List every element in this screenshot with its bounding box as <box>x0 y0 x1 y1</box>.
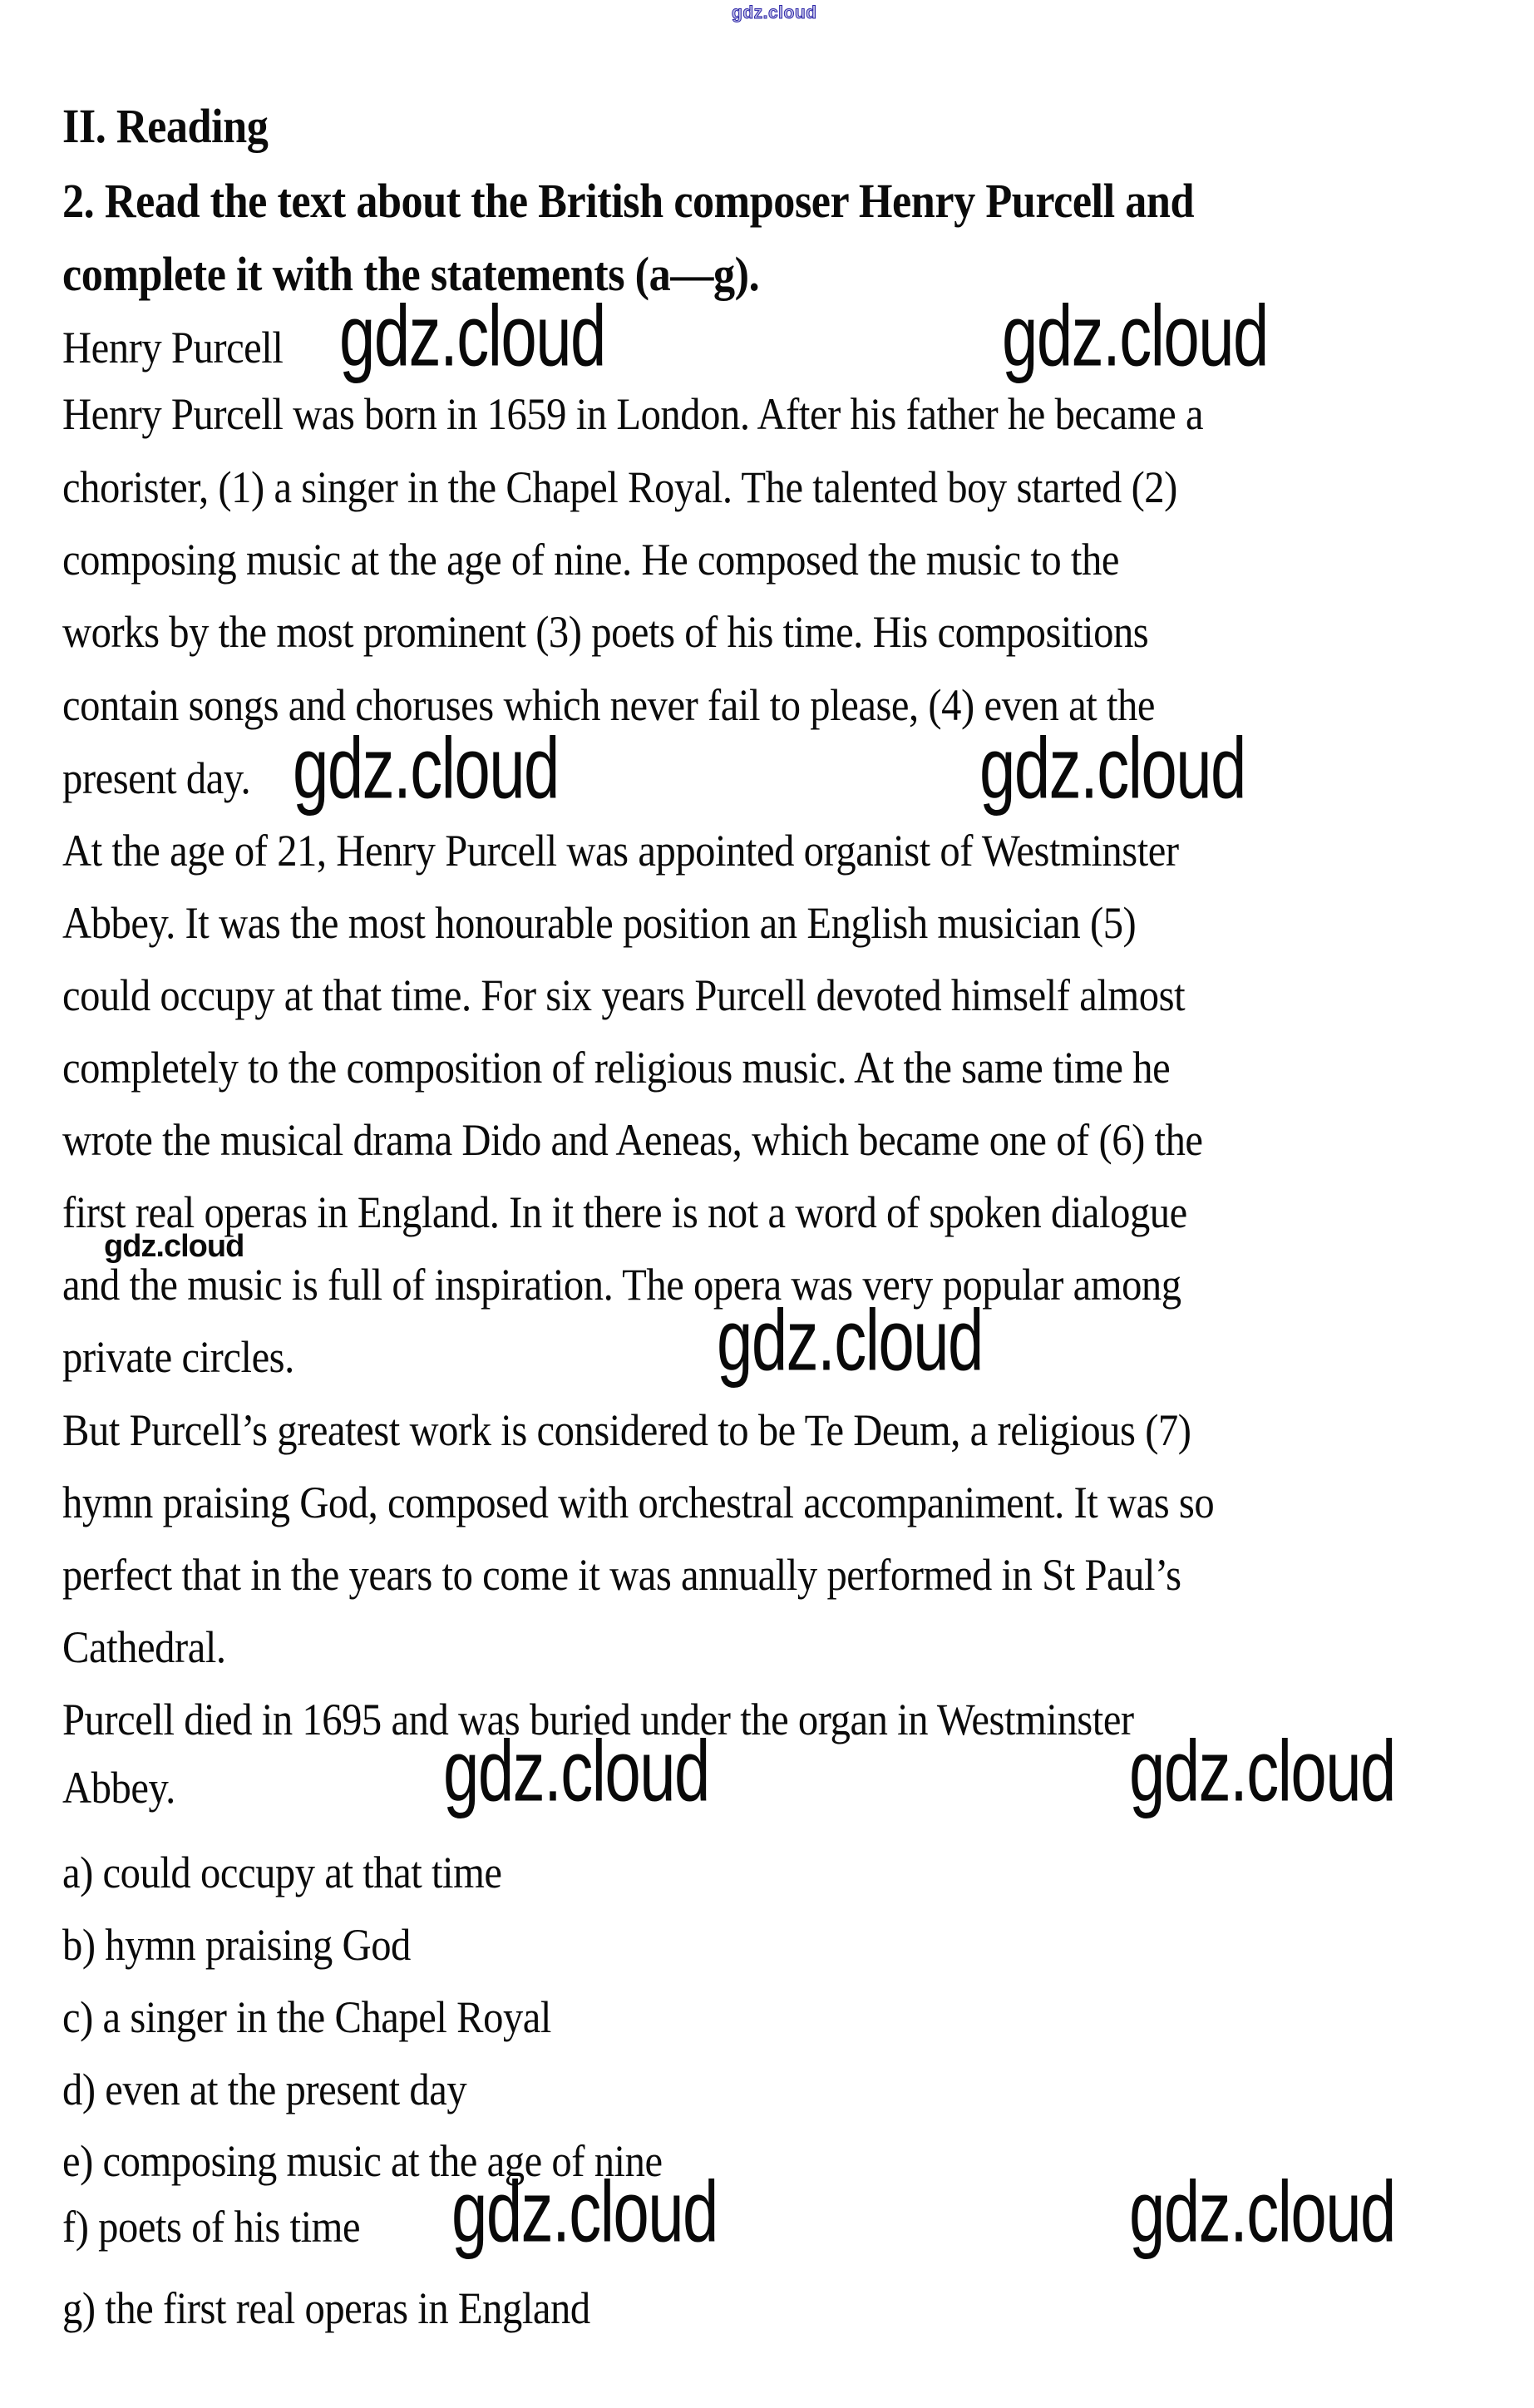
statement-item: e) composing music at the age of nine <box>62 2136 663 2186</box>
paragraph-line: But Purcell’s greatest work is considered to be Te Deum, a religious (7) <box>62 1405 1191 1455</box>
gdz-cloud-watermark: gdz.cloud <box>451 2163 718 2261</box>
statement-item: b) hymn praising God <box>62 1920 411 1970</box>
paragraph-line: Purcell died in 1695 and was buried under the organ in Westminster <box>62 1695 1134 1744</box>
paragraph-line: could occupy at that time. For six years Purcell devoted himself almost <box>62 970 1186 1020</box>
task-instruction-line: 2. Read the text about the British composer Henry Purcell and <box>62 174 1195 228</box>
paragraph-line: private circles. <box>62 1332 294 1382</box>
statement-item: g) the first real operas in England <box>62 2283 590 2333</box>
paragraph-line: contain songs and choruses which never fail to please, (4) even at the <box>62 680 1155 730</box>
paragraph-line: present day. <box>62 753 251 803</box>
paragraph-line: chorister, (1) a singer in the Chapel Royal. The talented boy started (2) <box>62 462 1177 512</box>
statement-item: f) poets of his time <box>62 2202 361 2252</box>
paragraph-line: At the age of 21, Henry Purcell was appointed organist of Westminster <box>62 826 1179 876</box>
paragraph-line: and the music is full of inspiration. The opera was very popular among <box>62 1260 1181 1310</box>
paragraph-line: Henry Purcell was born in 1659 in London. After his father he became a <box>62 389 1204 439</box>
paragraph-line: works by the most prominent (3) poets of his time. His compositions <box>62 607 1149 657</box>
gdz-cloud-watermark-top: gdz.cloud <box>732 3 817 22</box>
gdz-cloud-watermark: gdz.cloud <box>1002 287 1268 385</box>
gdz-cloud-watermark: gdz.cloud <box>339 287 605 385</box>
article-title: Henry Purcell <box>62 323 284 373</box>
statement-item: d) even at the present day <box>62 2065 467 2114</box>
gdz-cloud-watermark: gdz.cloud <box>1129 2163 1395 2261</box>
gdz-cloud-watermark: gdz.cloud <box>293 719 559 817</box>
paragraph-line: Cathedral. <box>62 1622 226 1672</box>
paragraph-line: Abbey. <box>62 1763 175 1813</box>
paragraph-line: wrote the musical drama Dido and Aeneas, which became one of (6) the <box>62 1115 1203 1165</box>
statement-item: c) a singer in the Chapel Royal <box>62 1992 551 2042</box>
paragraph-line: Abbey. It was the most honourable position an English musician (5) <box>62 898 1137 948</box>
gdz-cloud-watermark: gdz.cloud <box>443 1722 709 1820</box>
paragraph-line: first real operas in England. In it there is not a word of spoken dialogue <box>62 1187 1187 1237</box>
paragraph-line: completely to the composition of religious music. At the same time he <box>62 1043 1171 1093</box>
statement-item: a) could occupy at that time <box>62 1848 502 1897</box>
paragraph-line: composing music at the age of nine. He composed the music to the <box>62 535 1119 585</box>
paragraph-line: perfect that in the years to come it was annually performed in St Paul’s <box>62 1550 1181 1600</box>
gdz-cloud-watermark: gdz.cloud <box>717 1291 983 1389</box>
paragraph-line: hymn praising God, composed with orchestral accompaniment. It was so <box>62 1478 1215 1527</box>
gdz-cloud-watermark: gdz.cloud <box>979 719 1245 817</box>
gdz-cloud-watermark-small: gdz.cloud <box>104 1229 244 1264</box>
section-heading: II. Reading <box>62 99 269 153</box>
task-instruction-line: complete it with the statements (a—g). <box>62 247 760 301</box>
gdz-cloud-watermark: gdz.cloud <box>1129 1722 1395 1820</box>
